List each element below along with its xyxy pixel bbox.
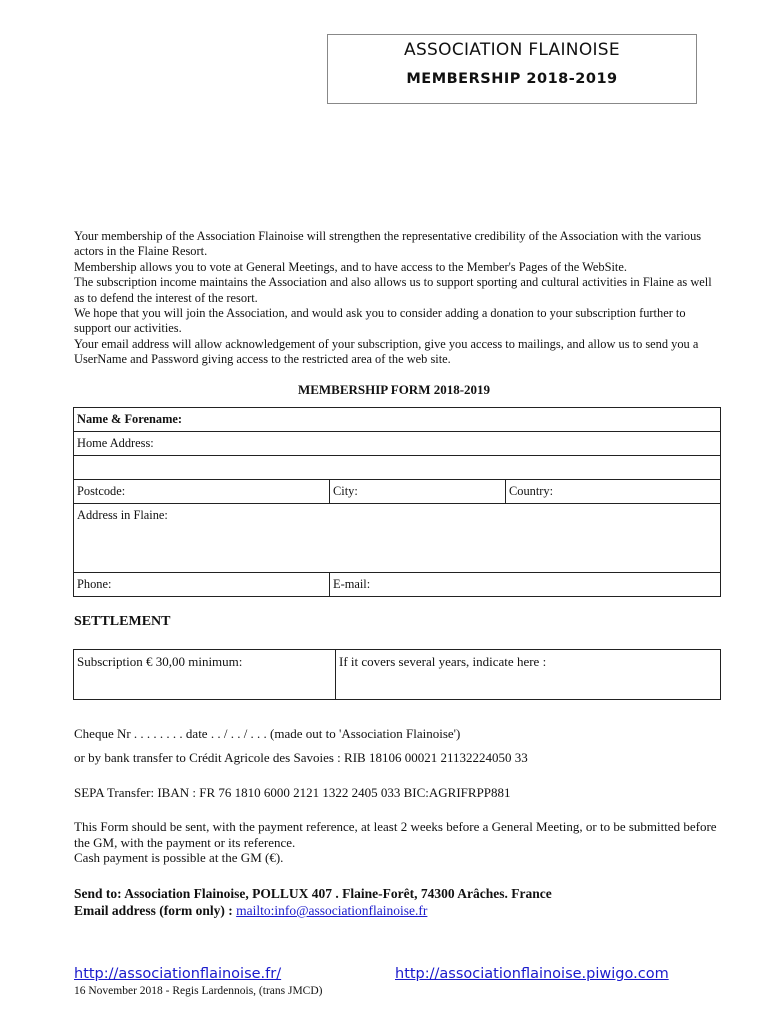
- cheque-line: Cheque Nr . . . . . . . . date . . / . . / . . . (made out to 'Association Flainoise'): [74, 726, 461, 741]
- header-box: [327, 34, 697, 104]
- email-link[interactable]: mailto:info@associationflainoise.fr: [236, 903, 428, 918]
- instruction-paragraph: Cash payment is possible at the GM (€).: [74, 850, 284, 865]
- send-to-address: Send to: Association Flainoise, POLLUX 407 . Flaine-Forêt, 74300 Arâches. France: [74, 886, 552, 901]
- intro-paragraph: The subscription income maintains the Association and also allows us to support sporting and cultural activities in Flaine as well as to defend the interest of the resort.: [74, 275, 712, 305]
- bank-transfer-line: or by bank transfer to Crédit Agricole des Savoies : RIB 18106 00021 21132224050 33: [74, 750, 528, 765]
- email-address-line: [74, 902, 552, 919]
- subscription-label: Subscription € 30,00 minimum:: [77, 654, 243, 669]
- home-address-line2-field[interactable]: [74, 456, 721, 480]
- phone-label: Phone:: [77, 577, 112, 591]
- years-label: If it covers several years, indicate here :: [339, 654, 547, 669]
- settlement-table: [73, 649, 721, 700]
- gallery-link[interactable]: http://associationflainoise.piwigo.com: [395, 966, 669, 982]
- form-title: MEMBERSHIP FORM 2018-2019: [297, 382, 491, 397]
- email-prefix: Email address (form only) :: [74, 903, 237, 918]
- postcode-label: Postcode:: [77, 484, 126, 498]
- intro-paragraph: Membership allows you to vote at General Meetings, and to have access to the Member's Pages of the WebSite.: [74, 259, 627, 274]
- phone-field[interactable]: [74, 573, 330, 597]
- name-field[interactable]: [74, 408, 721, 432]
- flaine-address-label: Address in Flaine:: [77, 508, 168, 522]
- membership-subtitle: MEMBERSHIP 2018-2019: [406, 71, 618, 87]
- membership-form-table: [73, 407, 721, 597]
- email-label: E-mail:: [333, 577, 371, 591]
- subscription-field[interactable]: [74, 650, 336, 700]
- instructions-text: [74, 819, 724, 866]
- footer-note: 16 November 2018 - Regis Lardennois, (trans JMCD): [74, 985, 323, 997]
- intro-paragraph: Your membership of the Association Flainoise will strengthen the representative credibility of the Association with the various actors in the Flaine Resort.: [74, 229, 702, 259]
- city-field[interactable]: [330, 480, 506, 504]
- send-to-block: [74, 885, 552, 919]
- instruction-paragraph: This Form should be sent, with the payment reference, at least 2 weeks before a General Meeting, or to be submitted before the GM, with the payment or its reference.: [74, 819, 717, 850]
- home-address-label: Home Address:: [77, 436, 154, 450]
- intro-paragraph: We hope that you will join the Association, and would ask you to consider adding a donation to your subscription further to support our activities.: [74, 306, 686, 336]
- email-field[interactable]: [330, 573, 721, 597]
- country-field[interactable]: [506, 480, 721, 504]
- name-label: Name & Forename:: [77, 412, 183, 426]
- years-field[interactable]: [336, 650, 721, 700]
- intro-text: [74, 229, 724, 368]
- association-title: ASSOCIATION FLAINOISE: [404, 40, 620, 60]
- city-label: City:: [333, 484, 358, 498]
- country-label: Country:: [509, 484, 554, 498]
- flaine-address-field[interactable]: [74, 504, 721, 573]
- sepa-transfer-line: SEPA Transfer: IBAN : FR 76 1810 6000 2121 1322 2405 033 BIC:AGRIFRPP881: [74, 785, 511, 800]
- intro-paragraph: Your email address will allow acknowledgement of your subscription, give you access to mailings, and allow us to send you a UserName and Password giving access to the restricted area of the web site.: [74, 336, 699, 367]
- home-address-field[interactable]: [74, 432, 721, 456]
- postcode-field[interactable]: [74, 480, 330, 504]
- settlement-heading: SETTLEMENT: [74, 614, 171, 629]
- website-link[interactable]: http://associationflainoise.fr/: [74, 966, 282, 982]
